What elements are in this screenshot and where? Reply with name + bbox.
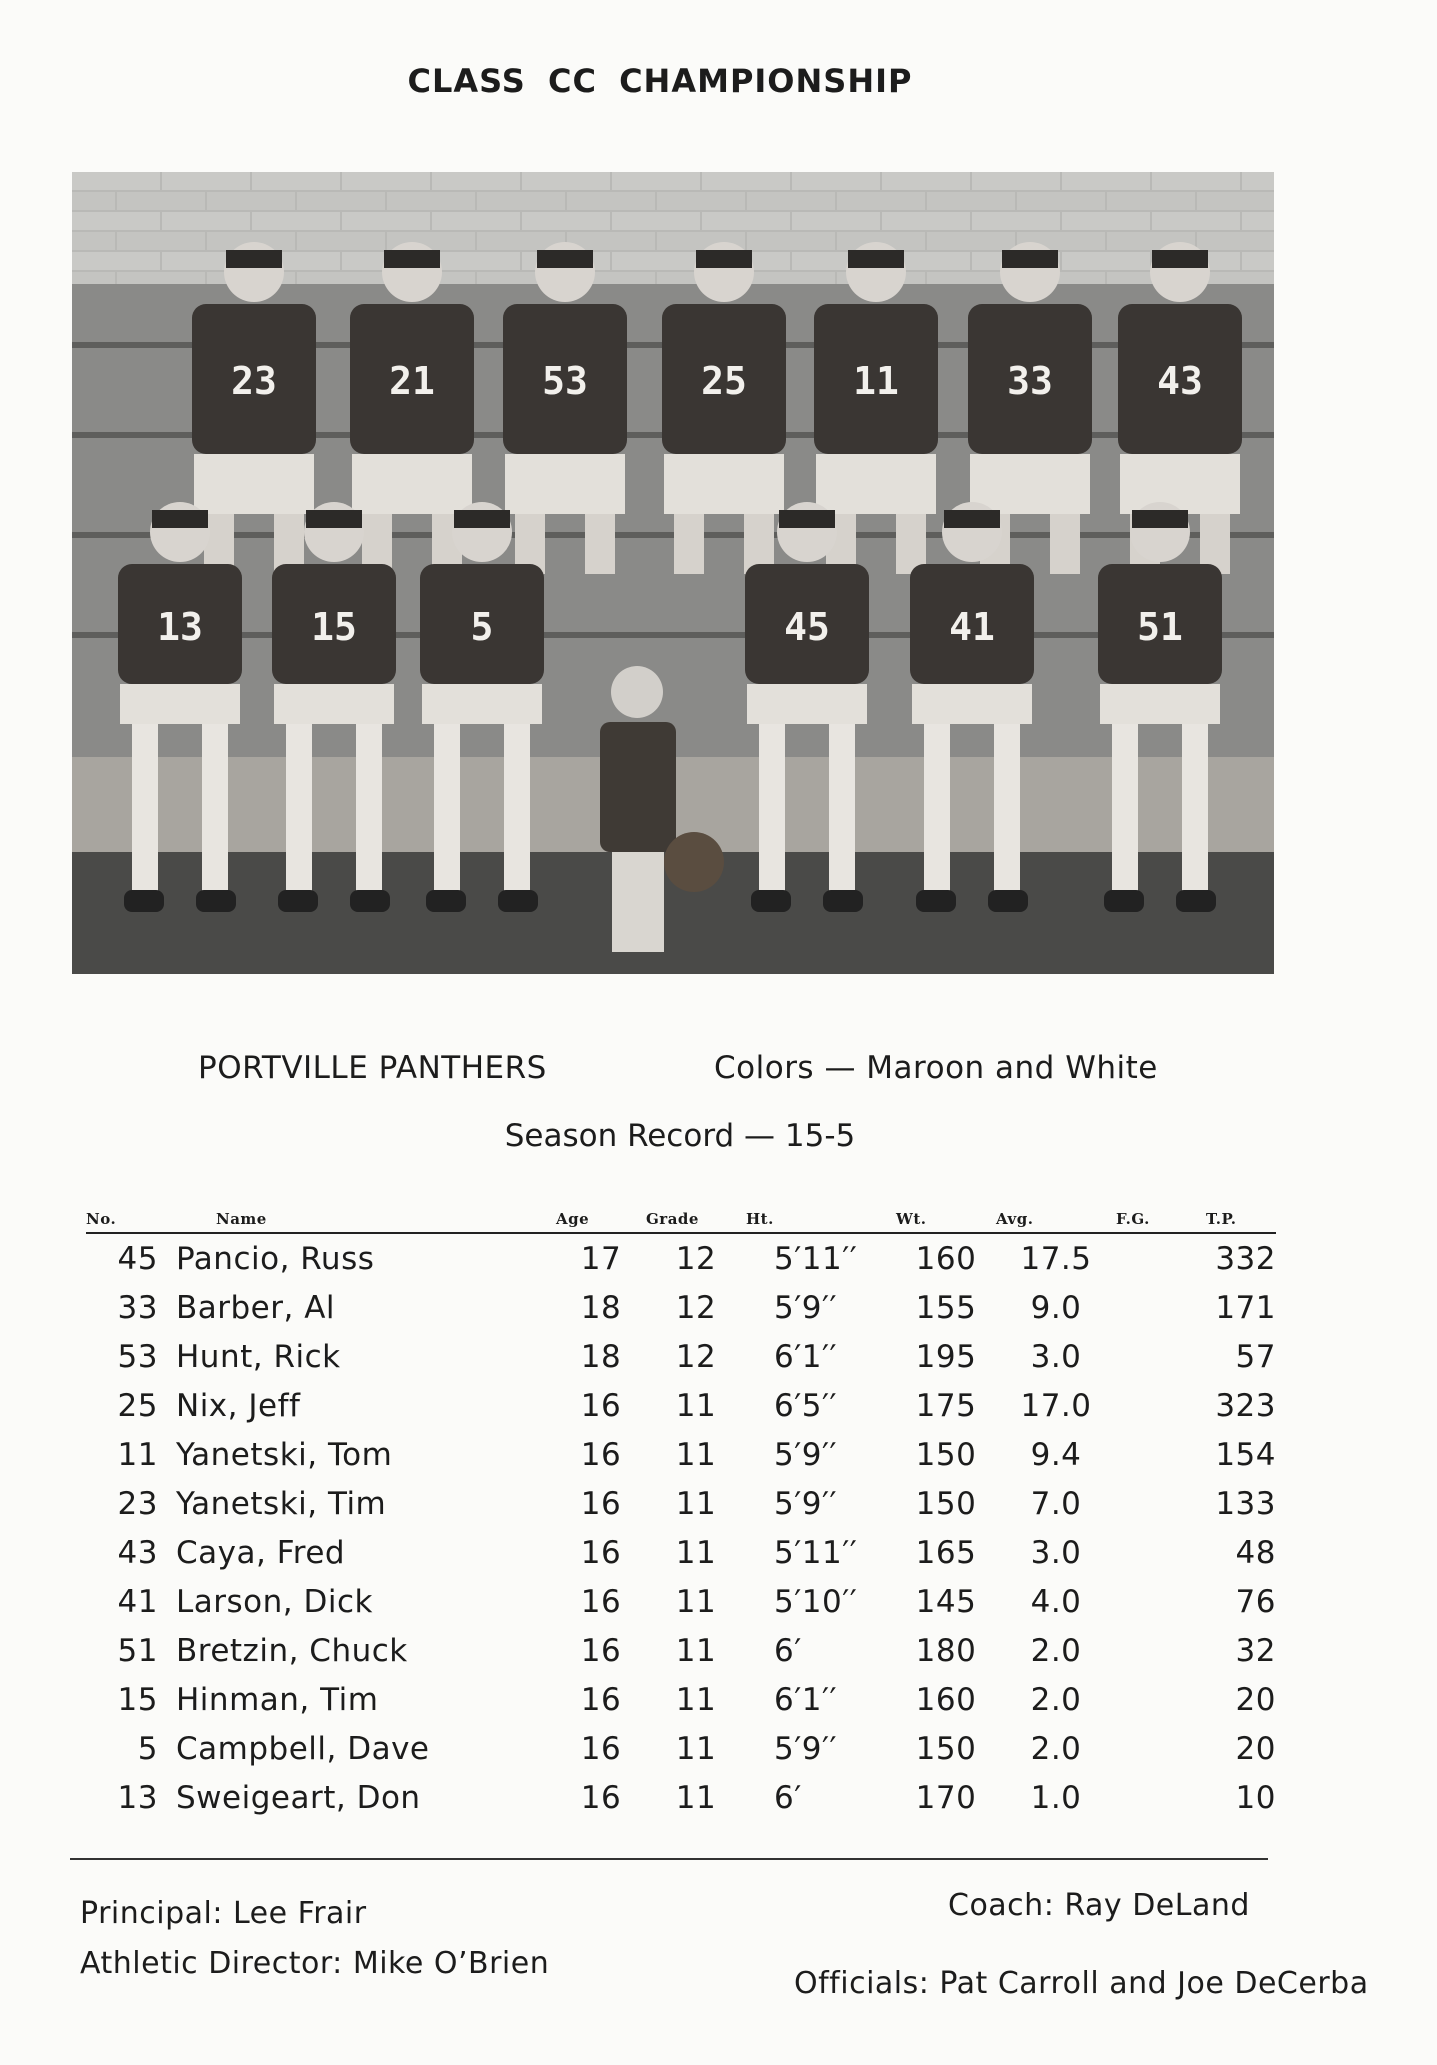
jersey-number: 15 [311, 605, 357, 649]
header-field-goals: F.G. [1116, 1210, 1206, 1233]
cell-name: Yanetski, Tim [176, 1485, 387, 1522]
cell-age: 16 [580, 1632, 622, 1669]
cell-grade: 11 [675, 1534, 717, 1571]
jersey-number: 25 [701, 359, 747, 403]
cell-average: 1.0 [1030, 1779, 1082, 1816]
cell-total-points: 20 [1235, 1681, 1276, 1718]
cell-total-points: 154 [1215, 1436, 1276, 1473]
header-grade: Grade [646, 1210, 746, 1233]
cell-grade: 12 [675, 1240, 717, 1277]
cell-grade: 11 [675, 1436, 717, 1473]
cell-field-goals [1116, 1430, 1206, 1479]
cell-no: 5 [137, 1730, 158, 1767]
roster-header-row [86, 1210, 1276, 1233]
table-row [86, 1283, 1276, 1332]
cell-height: 5′11′′ [774, 1240, 858, 1277]
table-row [86, 1381, 1276, 1430]
cell-no: 13 [117, 1779, 158, 1816]
cell-weight: 145 [915, 1583, 977, 1620]
cell-no: 33 [117, 1289, 158, 1326]
cell-age: 16 [580, 1436, 622, 1473]
cell-field-goals [1116, 1626, 1206, 1675]
cell-age: 16 [580, 1730, 622, 1767]
cell-height: 6′ [774, 1632, 802, 1669]
cell-average: 17.5 [1020, 1240, 1092, 1277]
cell-height: 6′5′′ [774, 1387, 838, 1424]
cell-average: 17.0 [1020, 1387, 1092, 1424]
footer-divider [70, 1858, 1268, 1860]
cell-no: 45 [117, 1240, 158, 1277]
cell-total-points: 171 [1215, 1289, 1276, 1326]
page-title: CLASS CC CHAMPIONSHIP [407, 62, 913, 100]
team-photo-illustration [72, 172, 1274, 974]
cell-grade: 11 [675, 1632, 717, 1669]
cell-age: 16 [580, 1583, 622, 1620]
principal: Principal: Lee Frair [80, 1896, 367, 1931]
cell-weight: 150 [915, 1485, 977, 1522]
jersey-number: 33 [1007, 359, 1053, 403]
cell-no: 53 [117, 1338, 158, 1375]
cell-field-goals [1116, 1528, 1206, 1577]
cell-height: 6′ [774, 1779, 802, 1816]
cell-field-goals [1116, 1381, 1206, 1430]
table-row [86, 1577, 1276, 1626]
cell-grade: 12 [675, 1289, 717, 1326]
cell-height: 6′1′′ [774, 1338, 838, 1375]
jersey-number: 21 [389, 359, 435, 403]
jersey-number: 43 [1157, 359, 1203, 403]
cell-weight: 160 [915, 1240, 977, 1277]
cell-weight: 170 [915, 1779, 977, 1816]
roster-table [86, 1210, 1276, 1822]
cell-height: 5′9′′ [774, 1289, 838, 1326]
cell-field-goals [1116, 1577, 1206, 1626]
cell-weight: 150 [915, 1730, 977, 1767]
cell-field-goals [1116, 1724, 1206, 1773]
cell-weight: 165 [915, 1534, 977, 1571]
cell-no: 41 [117, 1583, 158, 1620]
cell-grade: 11 [675, 1730, 717, 1767]
cell-age: 18 [580, 1289, 622, 1326]
cell-height: 5′9′′ [774, 1485, 838, 1522]
cell-total-points: 76 [1235, 1583, 1276, 1620]
cell-age: 16 [580, 1485, 622, 1522]
cell-total-points: 133 [1215, 1485, 1276, 1522]
header-total-points: T.P. [1206, 1210, 1276, 1233]
header-weight: Wt. [896, 1210, 996, 1233]
cell-total-points: 323 [1215, 1387, 1276, 1424]
cell-name: Barber, Al [176, 1289, 336, 1326]
table-row [86, 1233, 1276, 1283]
cell-name: Sweigeart, Don [176, 1779, 421, 1816]
cell-weight: 160 [915, 1681, 977, 1718]
cell-total-points: 332 [1215, 1240, 1276, 1277]
cell-total-points: 10 [1235, 1779, 1276, 1816]
cell-name: Yanetski, Tom [176, 1436, 393, 1473]
cell-no: 25 [117, 1387, 158, 1424]
jersey-number: 45 [784, 605, 830, 649]
table-row [86, 1332, 1276, 1381]
cell-average: 9.0 [1030, 1289, 1082, 1326]
officials: Officials: Pat Carroll and Joe DeCerba [794, 1966, 1369, 2001]
jersey-number: 13 [157, 605, 203, 649]
cell-age: 16 [580, 1681, 622, 1718]
cell-average: 2.0 [1030, 1632, 1082, 1669]
cell-grade: 11 [675, 1681, 717, 1718]
jersey-number: 11 [853, 359, 899, 403]
cell-height: 5′9′′ [774, 1436, 838, 1473]
team-name: PORTVILLE PANTHERS [198, 1050, 547, 1086]
table-row [86, 1430, 1276, 1479]
header-no: No. [86, 1210, 176, 1233]
cell-average: 7.0 [1030, 1485, 1082, 1522]
cell-age: 17 [580, 1240, 622, 1277]
cell-no: 51 [117, 1632, 158, 1669]
jersey-number: 41 [949, 605, 995, 649]
cell-total-points: 48 [1235, 1534, 1276, 1571]
cell-average: 2.0 [1030, 1681, 1082, 1718]
cell-no: 23 [117, 1485, 158, 1522]
cell-weight: 195 [915, 1338, 977, 1375]
cell-height: 5′10′′ [774, 1583, 858, 1620]
header-age: Age [556, 1210, 646, 1233]
cell-grade: 11 [675, 1779, 717, 1816]
table-row [86, 1528, 1276, 1577]
coach: Coach: Ray DeLand [948, 1888, 1250, 1923]
cell-weight: 155 [915, 1289, 977, 1326]
header-height: Ht. [746, 1210, 896, 1233]
cell-no: 11 [117, 1436, 158, 1473]
table-row [86, 1675, 1276, 1724]
cell-height: 5′11′′ [774, 1534, 858, 1571]
cell-weight: 175 [915, 1387, 977, 1424]
cell-name: Bretzin, Chuck [176, 1632, 408, 1669]
cell-total-points: 32 [1235, 1632, 1276, 1669]
cell-total-points: 57 [1235, 1338, 1276, 1375]
cell-age: 18 [580, 1338, 622, 1375]
roster-body [86, 1233, 1276, 1822]
cell-average: 4.0 [1030, 1583, 1082, 1620]
cell-field-goals [1116, 1479, 1206, 1528]
cell-grade: 11 [675, 1387, 717, 1424]
table-row [86, 1773, 1276, 1822]
cell-average: 2.0 [1030, 1730, 1082, 1767]
header-name: Name [176, 1210, 556, 1233]
jersey-number: 53 [542, 359, 588, 403]
season-record: Season Record — 15-5 [504, 1118, 856, 1154]
cell-no: 43 [117, 1534, 158, 1571]
cell-height: 5′9′′ [774, 1730, 838, 1767]
cell-name: Hinman, Tim [176, 1681, 379, 1718]
jersey-number: 51 [1137, 605, 1183, 649]
cell-average: 9.4 [1030, 1436, 1082, 1473]
cell-grade: 11 [675, 1583, 717, 1620]
jersey-number: 23 [231, 359, 277, 403]
header-average: Avg. [996, 1210, 1116, 1233]
cell-field-goals [1116, 1233, 1206, 1283]
athletic-director: Athletic Director: Mike O’Brien [80, 1946, 550, 1981]
cell-field-goals [1116, 1332, 1206, 1381]
cell-field-goals [1116, 1283, 1206, 1332]
cell-age: 16 [580, 1534, 622, 1571]
cell-weight: 150 [915, 1436, 977, 1473]
jersey-number: 5 [470, 605, 494, 649]
team-colors: Colors — Maroon and White [714, 1050, 1158, 1086]
cell-age: 16 [580, 1779, 622, 1816]
basketball [664, 832, 724, 892]
cell-field-goals [1116, 1675, 1206, 1724]
table-row [86, 1479, 1276, 1528]
cell-name: Pancio, Russ [176, 1240, 375, 1277]
cell-weight: 180 [915, 1632, 977, 1669]
cell-grade: 11 [675, 1485, 717, 1522]
table-row [86, 1626, 1276, 1675]
cell-field-goals [1116, 1773, 1206, 1822]
table-row [86, 1724, 1276, 1773]
cell-average: 3.0 [1030, 1338, 1082, 1375]
cell-name: Hunt, Rick [176, 1338, 341, 1375]
cell-name: Larson, Dick [176, 1583, 373, 1620]
cell-no: 15 [117, 1681, 158, 1718]
cell-average: 3.0 [1030, 1534, 1082, 1571]
cell-age: 16 [580, 1387, 622, 1424]
cell-grade: 12 [675, 1338, 717, 1375]
cell-name: Nix, Jeff [176, 1387, 301, 1424]
cell-height: 6′1′′ [774, 1681, 838, 1718]
cell-name: Caya, Fred [176, 1534, 346, 1571]
cell-name: Campbell, Dave [176, 1730, 430, 1767]
cell-total-points: 20 [1235, 1730, 1276, 1767]
team-photo [72, 172, 1274, 974]
